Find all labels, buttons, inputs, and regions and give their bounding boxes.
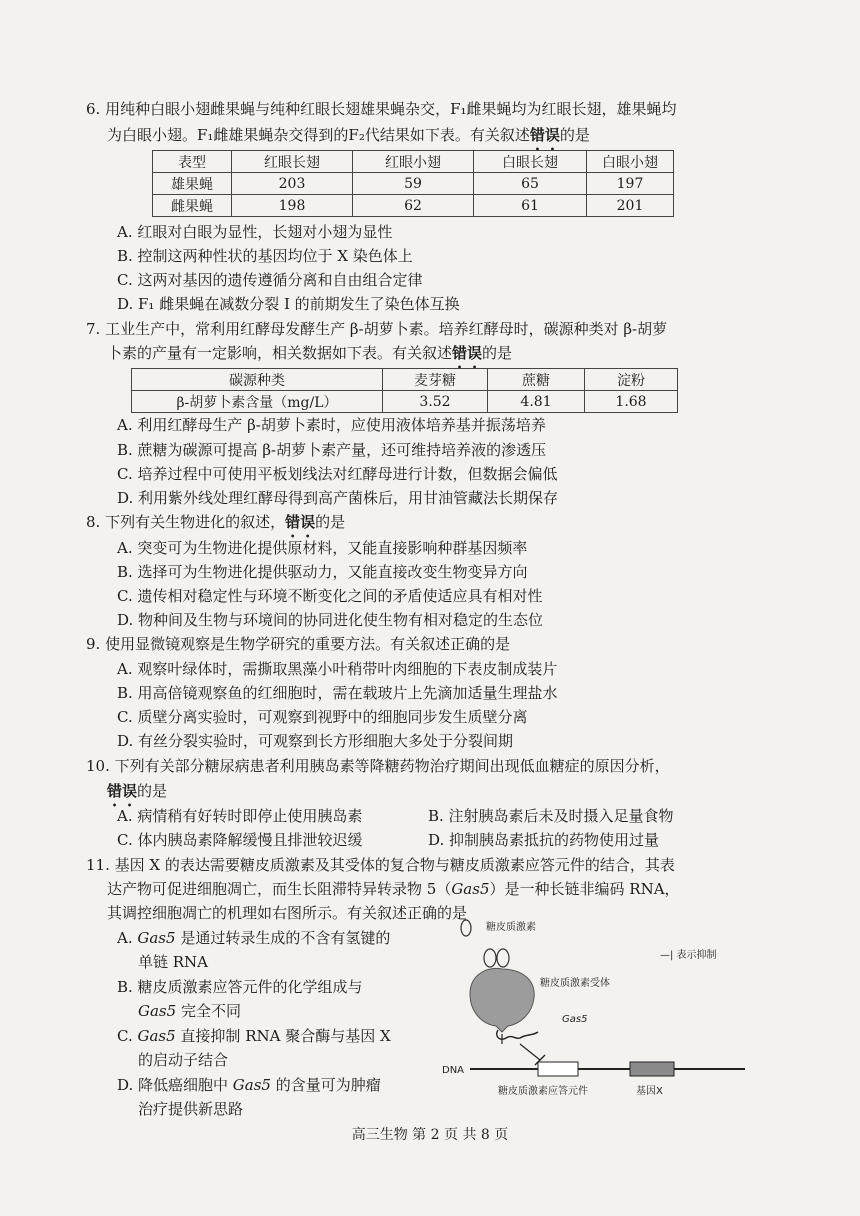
table-cell: 红眼小翅 — [353, 151, 474, 173]
q11-option-a — [117, 928, 390, 948]
table-cell: 白眼小翅 — [587, 151, 674, 173]
gene-x-box — [630, 1062, 674, 1076]
table-cell: 3.52 — [383, 391, 488, 413]
table-cell: 198 — [232, 195, 353, 217]
q11-option-a-cont: 单链 RNA — [138, 953, 209, 971]
q11-option-c-cont: 的启动子结合 — [138, 1051, 229, 1069]
q8-stem — [86, 512, 345, 541]
q7-option-a: A. 利用红酵母生产 β-胡萝卜素时，应使用液体培养基并振荡培养 — [117, 416, 546, 434]
q7-stem-text: 卜素的产量有一定影响，相关数据如下表。有关叙述 — [107, 344, 453, 362]
table-header-row — [132, 369, 678, 391]
hormone-label: 糖皮质激素 — [486, 922, 536, 933]
q9-option-d: D. 有丝分裂实验时，可观察到长方形细胞大多处于分裂间期 — [117, 732, 514, 750]
table-cell: 表型 — [153, 151, 232, 173]
q8-stem-text: 8. 下列有关生物进化的叙述， — [86, 513, 286, 531]
q11-stem-text: 达产物可促进细胞凋亡，而生长阻滞特异转录物 5（ — [107, 880, 452, 898]
gas5-term: Gas5 — [451, 880, 490, 898]
table-cell: 4.81 — [488, 391, 585, 413]
response-element-label: 糖皮质激素应答元件 — [498, 1086, 588, 1097]
table-cell: 197 — [587, 173, 674, 195]
table-header-row — [153, 151, 674, 173]
table-cell: 红眼长翅 — [232, 151, 353, 173]
table-row — [132, 391, 678, 413]
option-text: 的含量可为肿瘤 — [270, 1076, 381, 1094]
table-cell: 白眼长翅 — [474, 151, 587, 173]
gas5-label: Gas5 — [562, 1014, 588, 1025]
q8-option-d: D. 物种间及生物与环境间的协同进化使生物有相对稳定的生态位 — [117, 611, 544, 629]
q7-emphasis-wrong: 错误 — [452, 344, 483, 362]
table-cell: 1.68 — [585, 391, 678, 413]
q11-option-c — [117, 1026, 391, 1046]
q10-option-d: D. 抑制胰岛素抵抗的药物使用过量 — [428, 831, 660, 849]
table-cell: 61 — [474, 195, 587, 217]
gas5-term: Gas5 — [138, 1002, 177, 1020]
q8-emphasis-wrong: 错误 — [285, 513, 316, 531]
q6-stem-line1: 6. 用纯种白眼小翅雌果蝇与纯种红眼长翅雄果蝇杂交，F₁雌果蝇均为红眼长翅，雄果蝇均 — [86, 100, 677, 118]
option-label: A. — [117, 929, 138, 947]
q6-emphasis-wrong: 错误 — [529, 126, 560, 144]
q10-option-a: A. 病情稍有好转时即停止使用胰岛素 — [117, 807, 363, 825]
table-row — [153, 173, 674, 195]
q6-stem-text: 为白眼小翅。F₁雌雄果蝇杂交得到的F₂代结果如下表。有关叙述 — [107, 126, 530, 144]
gas5-mechanism-diagram — [440, 914, 780, 1114]
gene-x-label: 基因X — [636, 1086, 663, 1097]
gas5-term: Gas5 — [137, 929, 176, 947]
q7-option-b: B. 蔗糖为碳源可提高 β-胡萝卜素产量，还可维持培养液的渗透压 — [117, 441, 547, 459]
dna-label: DNA — [442, 1065, 465, 1076]
q10-stem-line1: 10. 下列有关部分糖尿病患者利用胰岛素等降糖药物治疗期间出现低血糖症的原因分析， — [86, 757, 670, 775]
gas5-term: Gas5 — [232, 1076, 271, 1094]
option-text: 直接抑制 RNA 聚合酶与基因 X — [175, 1027, 391, 1045]
hormone-icon — [484, 949, 496, 967]
table-cell: 麦芽糖 — [383, 369, 488, 391]
q8-stem-end: 的是 — [315, 513, 346, 531]
table-cell: 碳源种类 — [132, 369, 383, 391]
option-text: 是通过转录生成的不含有氢键的 — [175, 929, 391, 947]
q11-option-d-cont: 治疗提供新思路 — [138, 1100, 244, 1118]
q9-option-a: A. 观察叶绿体时，需撕取黑藻小叶稍带叶肉细胞的下表皮制成装片 — [117, 660, 558, 678]
q11-option-b-cont — [138, 1001, 241, 1021]
response-element-box — [538, 1062, 578, 1076]
q11-option-b: B. 糖皮质激素应答元件的化学组成与 — [117, 978, 363, 996]
hormone-icon — [497, 949, 509, 967]
q11-stem-text-end: ）是一种长链非编码 RNA， — [489, 880, 680, 898]
hormone-icon — [461, 920, 471, 936]
q8-option-a: A. 突变可为生物进化提供原材料，又能直接影响种群基因频率 — [117, 539, 528, 557]
page-footer: 高三生物 第 2 页 共 8 页 — [351, 1127, 509, 1143]
q7-stem-end: 的是 — [482, 344, 513, 362]
table-row — [153, 195, 674, 217]
table-cell: 203 — [232, 173, 353, 195]
q9-option-c: C. 质壁分离实验时，可观察到视野中的细胞同步发生质壁分离 — [117, 708, 528, 726]
table-cell: 雄果蝇 — [153, 173, 232, 195]
receptor-icon — [470, 968, 534, 1032]
q10-emphasis-wrong: 错误 — [107, 782, 138, 800]
table-cell: 201 — [587, 195, 674, 217]
q7-table — [131, 368, 678, 413]
q6-option-a: A. 红眼对白眼为显性，长翅对小翅为显性 — [117, 223, 393, 241]
q11-stem-line1: 11. 基因 X 的表达需要糖皮质激素及其受体的复合物与糖皮质激素应答元件的结合，其表 — [86, 856, 675, 874]
table-cell: 59 — [353, 173, 474, 195]
table-cell: 65 — [474, 173, 587, 195]
option-text: 完全不同 — [176, 1002, 241, 1020]
q6-option-d: D. F₁ 雌果蝇在减数分裂 I 的前期发生了染色体互换 — [117, 295, 460, 313]
q6-stem-end: 的是 — [559, 126, 590, 144]
q10-option-c: C. 体内胰岛素降解缓慢且排泄较迟缓 — [117, 831, 363, 849]
table-cell: β-胡萝卜素含量（mg/L） — [132, 391, 383, 413]
q10-option-b: B. 注射胰岛素后未及时摄入足量食物 — [428, 807, 674, 825]
option-label: C. — [117, 1027, 138, 1045]
q11-stem-line2 — [107, 879, 680, 899]
q8-option-b: B. 选择可为生物进化提供驱动力，又能直接改变生物变异方向 — [117, 563, 528, 581]
q11-stem-line3: 其调控细胞凋亡的机理如右图所示。有关叙述正确的是 — [107, 904, 468, 922]
q6-option-b: B. 控制这两种性状的基因均位于 X 染色体上 — [117, 247, 413, 265]
q11-option-d — [117, 1075, 381, 1095]
inhibit-line — [520, 1044, 540, 1060]
q7-option-c: C. 培养过程中可使用平板划线法对红酵母进行计数，但数据会偏低 — [117, 465, 558, 483]
q7-stem-line1: 7. 工业生产中，常利用红酵母发酵生产 β-胡萝卜素。培养红酵母时，碳源种类对 β-胡萝 — [86, 320, 668, 338]
q8-option-c: C. 遗传相对稳定性与环境不断变化之间的矛盾使适应具有相对性 — [117, 587, 543, 605]
table-cell: 蔗糖 — [488, 369, 585, 391]
q9-stem: 9. 使用显微镜观察是生物学研究的重要方法。有关叙述正确的是 — [86, 635, 511, 653]
q10-stem-end: 的是 — [137, 782, 168, 800]
q7-option-d: D. 利用紫外线处理红酵母得到高产菌株后，用甘油管藏法长期保存 — [117, 489, 559, 507]
receptor-label: 糖皮质激素受体 — [540, 978, 610, 989]
inhibit-legend: —| 表示抑制 — [660, 950, 717, 961]
table-cell: 62 — [353, 195, 474, 217]
table-cell: 雌果蝇 — [153, 195, 232, 217]
q9-option-b: B. 用高倍镜观察鱼的红细胞时，需在载玻片上先滴加适量生理盐水 — [117, 684, 558, 702]
table-cell: 淀粉 — [585, 369, 678, 391]
option-label: D. 降低癌细胞中 — [117, 1076, 233, 1094]
q6-table — [152, 150, 674, 217]
q6-option-c: C. 这两对基因的遗传遵循分离和自由组合定律 — [117, 271, 423, 289]
gas5-term: Gas5 — [137, 1027, 176, 1045]
